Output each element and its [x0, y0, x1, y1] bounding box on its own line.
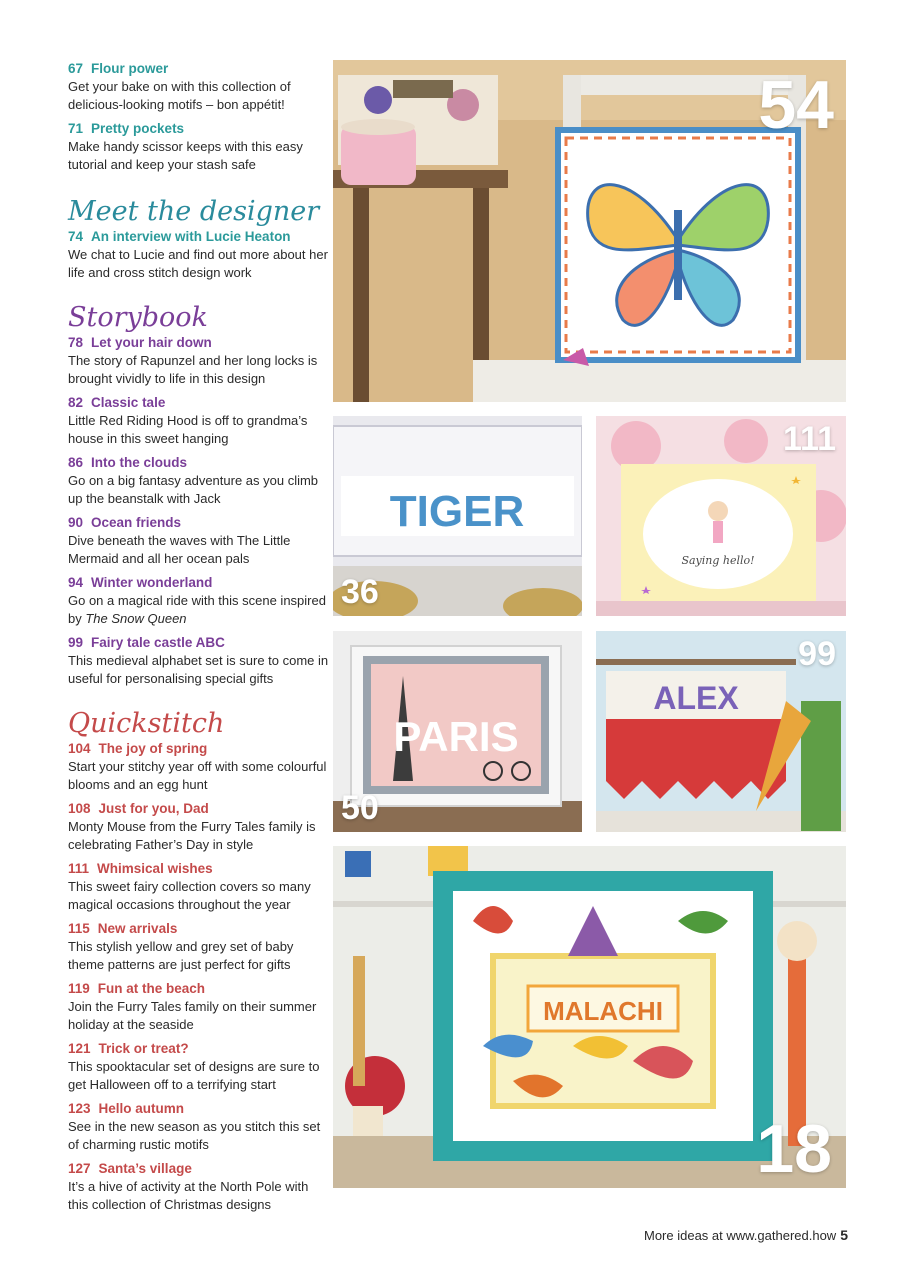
entry-title: An interview with Lucie Heaton	[91, 229, 291, 244]
malachi-word: MALACHI	[543, 996, 663, 1026]
entry-description: This medieval alphabet set is sure to come in useful for personalising special gifts	[68, 653, 329, 686]
section-title-meet-the-designer: Meet the designer	[68, 196, 320, 227]
page-number: 104	[68, 741, 91, 756]
contents-entry[interactable]	[68, 1040, 330, 1094]
photo-page-number: 36	[341, 573, 379, 611]
contents-entry[interactable]	[68, 920, 330, 974]
entry-description: Little Red Riding Hood is off to grandma’s house in this sweet hanging	[68, 413, 308, 446]
contents-entry[interactable]	[68, 454, 330, 508]
page-number: 90	[68, 515, 84, 530]
entry-title: Fairy tale castle ABC	[91, 635, 225, 650]
contents-entry[interactable]	[68, 228, 330, 282]
entry-description: Go on a magical ride with this scene inspired by The Snow Queen	[68, 593, 326, 626]
contents-entry[interactable]	[68, 1100, 330, 1154]
page-number: 94	[68, 575, 84, 590]
page-number: 74	[68, 229, 84, 244]
photo-page-number: 18	[756, 1111, 832, 1187]
page-number: 111	[68, 861, 90, 876]
contents-entry[interactable]	[68, 800, 330, 854]
photo-page-number: 111	[783, 420, 836, 458]
entry-description: Get your bake on with this collection of delicious-looking motifs – bon appétit!	[68, 79, 291, 112]
section-title-quickstitch: Quickstitch	[68, 708, 225, 739]
entry-title: New arrivals	[97, 921, 178, 936]
photo-malachi-frame[interactable]	[333, 846, 846, 1188]
entry-description: Make handy scissor keeps with this easy tutorial and keep your stash safe	[68, 139, 303, 172]
photo-alex-hanging[interactable]	[596, 631, 846, 832]
contents-entry[interactable]	[68, 334, 330, 388]
footer	[644, 1227, 848, 1243]
entry-description: Monty Mouse from the Furry Tales family is celebrating Father’s Day in style	[68, 819, 316, 852]
entry-description: It’s a hive of activity at the North Pole with this collection of Christmas designs	[68, 1179, 309, 1212]
entry-description: This spooktacular set of designs are sure to get Halloween off to a terrifying start	[68, 1059, 320, 1092]
tiger-word: TIGER	[389, 487, 525, 536]
contents-entry[interactable]	[68, 514, 330, 568]
photo-paris-frame[interactable]	[333, 631, 582, 832]
photo-page-number: 54	[758, 67, 834, 143]
folio-page-number: 5	[840, 1227, 848, 1243]
photo-tiger-sampler[interactable]	[333, 416, 582, 616]
entry-title: The joy of spring	[98, 741, 208, 756]
contents-entry[interactable]	[68, 634, 330, 688]
photo-page-number: 50	[341, 789, 379, 827]
entry-title: Let your hair down	[91, 335, 212, 350]
contents-entry[interactable]	[68, 60, 330, 114]
page-number: 71	[68, 121, 84, 136]
contents-entry[interactable]	[68, 574, 330, 628]
entry-title: Santa’s village	[98, 1161, 192, 1176]
page-number: 123	[68, 1101, 91, 1116]
fairy-caption: Saying hello!	[681, 554, 755, 567]
entry-title: Whimsical wishes	[97, 861, 213, 876]
entry-description: The story of Rapunzel and her long locks is brought vividly to life in this design	[68, 353, 318, 386]
entry-description: See in the new season as you stitch this set of charming rustic motifs	[68, 1119, 321, 1152]
entry-title: Trick or treat?	[98, 1041, 189, 1056]
entry-title: Hello autumn	[98, 1101, 185, 1116]
entry-description: This stylish yellow and grey set of baby theme patterns are just perfect for gifts	[68, 939, 294, 972]
page-number: 67	[68, 61, 84, 76]
contents-entry[interactable]	[68, 1160, 330, 1214]
entry-description: We chat to Lucie and find out more about her life and cross stitch design work	[68, 247, 328, 280]
contents-column	[68, 60, 330, 1220]
page-number: 119	[68, 981, 90, 996]
page-number: 78	[68, 335, 84, 350]
entry-description: Start your stitchy year off with some colourful blooms and an egg hunt	[68, 759, 327, 792]
entry-title: Just for you, Dad	[98, 801, 209, 816]
entry-title: Into the clouds	[91, 455, 188, 470]
page-number: 127	[68, 1161, 91, 1176]
contents-entry[interactable]	[68, 860, 330, 914]
page-number: 108	[68, 801, 91, 816]
entry-description: Go on a big fantasy adventure as you climb up the beanstalk with Jack	[68, 473, 319, 506]
entry-description: Join the Furry Tales family on their summer holiday at the seaside	[68, 999, 317, 1032]
paris-word: PARIS	[393, 713, 519, 760]
page-number: 121	[68, 1041, 91, 1056]
section-title-storybook: Storybook	[68, 302, 208, 333]
page-number: 99	[68, 635, 84, 650]
entry-title: Pretty pockets	[91, 121, 185, 136]
alex-word: ALEX	[653, 680, 739, 716]
entry-description: Dive beneath the waves with The Little Mermaid and all her ocean pals	[68, 533, 291, 566]
entry-title: Classic tale	[91, 395, 166, 410]
entry-title: Ocean friends	[91, 515, 182, 530]
entry-title: Flour power	[91, 61, 169, 76]
page-number: 82	[68, 395, 84, 410]
entry-description: This sweet fairy collection covers so many magical occasions throughout the year	[68, 879, 311, 912]
page-number: 86	[68, 455, 84, 470]
contents-entry[interactable]	[68, 740, 330, 794]
contents-entry[interactable]	[68, 394, 330, 448]
photo-page-number: 99	[798, 635, 836, 673]
contents-entry[interactable]	[68, 980, 330, 1034]
page-number: 115	[68, 921, 90, 936]
photo-butterfly-cushion[interactable]	[333, 60, 846, 402]
photo-fairy-card[interactable]	[596, 416, 846, 616]
footer-text: More ideas at www.gathered.how	[643, 1228, 837, 1243]
entry-title: Fun at the beach	[97, 981, 206, 996]
entry-title: Winter wonderland	[91, 575, 213, 590]
contents-entry[interactable]	[68, 120, 330, 174]
